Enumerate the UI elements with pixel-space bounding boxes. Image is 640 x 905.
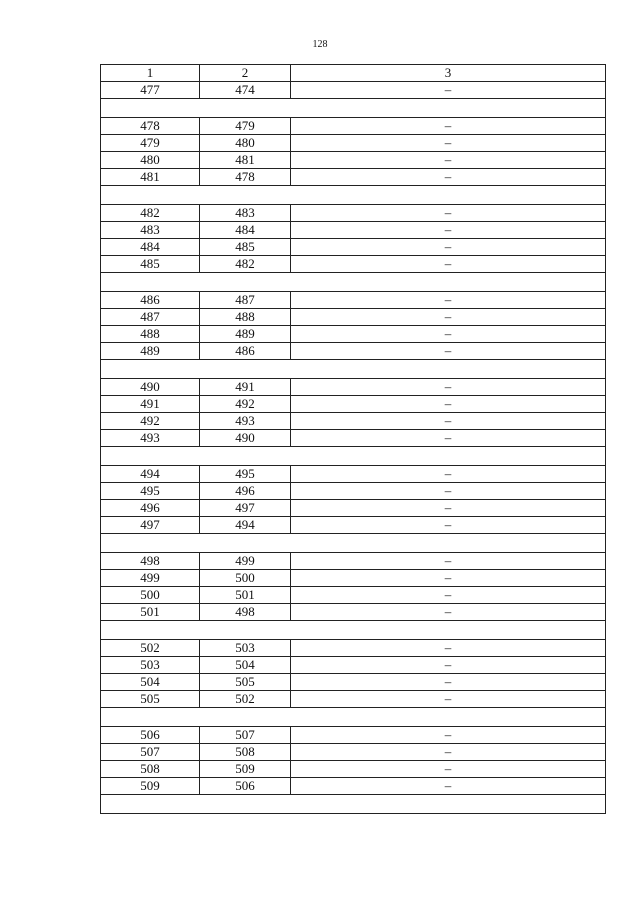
table-row (101, 691, 606, 708)
table-row (101, 517, 606, 534)
table-cell: 494 (101, 466, 200, 483)
table-cell: 487 (200, 292, 291, 309)
table-cell: 479 (101, 135, 200, 152)
table-cell: 489 (200, 326, 291, 343)
table-cell: – (291, 761, 606, 778)
separator-cell (101, 534, 606, 553)
table-cell: 484 (200, 222, 291, 239)
table-cell: – (291, 205, 606, 222)
table-cell: 495 (101, 483, 200, 500)
header-cell: 1 (101, 65, 200, 82)
table-row (101, 604, 606, 621)
table-cell: 497 (200, 500, 291, 517)
table-cell: 495 (200, 466, 291, 483)
table-cell: 488 (101, 326, 200, 343)
table-row (101, 657, 606, 674)
table-row (101, 152, 606, 169)
table-cell: 504 (101, 674, 200, 691)
table-cell: – (291, 604, 606, 621)
table-cell: – (291, 343, 606, 360)
table-row (101, 500, 606, 517)
table-cell: 487 (101, 309, 200, 326)
table-cell: 498 (101, 553, 200, 570)
table-row (101, 256, 606, 273)
table-row (101, 118, 606, 135)
table-row (101, 343, 606, 360)
table-cell: 492 (200, 396, 291, 413)
table-row (101, 205, 606, 222)
table-cell: – (291, 256, 606, 273)
table-cell: 507 (101, 744, 200, 761)
table-cell: 499 (101, 570, 200, 587)
table-row (101, 413, 606, 430)
table-cell: 506 (200, 778, 291, 795)
table-cell: 474 (200, 82, 291, 99)
table-cell: – (291, 744, 606, 761)
table-cell: 478 (101, 118, 200, 135)
table-row (101, 744, 606, 761)
table-cell: – (291, 118, 606, 135)
table-cell: 492 (101, 413, 200, 430)
separator-row (101, 186, 606, 205)
table-cell: 478 (200, 169, 291, 186)
table-row (101, 292, 606, 309)
table-cell: 503 (200, 640, 291, 657)
separator-row (101, 795, 606, 814)
table-cell: 501 (200, 587, 291, 604)
separator-row (101, 99, 606, 118)
table-cell: 481 (101, 169, 200, 186)
table-row (101, 727, 606, 744)
table-row (101, 570, 606, 587)
table-cell: 500 (101, 587, 200, 604)
table-cell: 491 (200, 379, 291, 396)
table-cell: 496 (101, 500, 200, 517)
table-cell: – (291, 430, 606, 447)
table-cell: 490 (200, 430, 291, 447)
table-cell: – (291, 326, 606, 343)
separator-cell (101, 621, 606, 640)
table-cell: 508 (101, 761, 200, 778)
table-cell: 477 (101, 82, 200, 99)
table-cell: 480 (101, 152, 200, 169)
separator-cell (101, 708, 606, 727)
separator-cell (101, 273, 606, 292)
table-cell: 483 (200, 205, 291, 222)
table-cell: 486 (101, 292, 200, 309)
table-cell: 484 (101, 239, 200, 256)
separator-cell (101, 186, 606, 205)
table-cell: 491 (101, 396, 200, 413)
table-cell: 500 (200, 570, 291, 587)
header-row (101, 65, 606, 82)
table-row (101, 483, 606, 500)
table-cell: – (291, 239, 606, 256)
table-cell: 483 (101, 222, 200, 239)
table-cell: 508 (200, 744, 291, 761)
table-cell: – (291, 640, 606, 657)
table-cell: 490 (101, 379, 200, 396)
table-row (101, 587, 606, 604)
table-cell: 485 (101, 256, 200, 273)
table-cell: – (291, 222, 606, 239)
table-row (101, 82, 606, 99)
table-cell: – (291, 517, 606, 534)
table-row (101, 674, 606, 691)
table-cell: 501 (101, 604, 200, 621)
table-row (101, 761, 606, 778)
table-cell: 509 (200, 761, 291, 778)
table-cell: – (291, 379, 606, 396)
table-cell: – (291, 674, 606, 691)
table-cell: – (291, 587, 606, 604)
table-cell: – (291, 657, 606, 674)
table-cell: 493 (200, 413, 291, 430)
table-cell: 504 (200, 657, 291, 674)
table-cell: 481 (200, 152, 291, 169)
table-cell: – (291, 570, 606, 587)
table-cell: 507 (200, 727, 291, 744)
table-cell: – (291, 727, 606, 744)
table-cell: – (291, 82, 606, 99)
table-cell: 486 (200, 343, 291, 360)
table-row (101, 430, 606, 447)
table-row (101, 553, 606, 570)
table-cell: – (291, 396, 606, 413)
table-row (101, 379, 606, 396)
table-cell: 502 (200, 691, 291, 708)
table-cell: 489 (101, 343, 200, 360)
table-cell: – (291, 309, 606, 326)
table-cell: – (291, 778, 606, 795)
table-row (101, 169, 606, 186)
table-cell: 480 (200, 135, 291, 152)
table-row (101, 396, 606, 413)
table-cell: 485 (200, 239, 291, 256)
separator-row (101, 360, 606, 379)
table-cell: – (291, 466, 606, 483)
table-cell: 479 (200, 118, 291, 135)
table-row (101, 309, 606, 326)
table-cell: 498 (200, 604, 291, 621)
table-body (101, 65, 606, 814)
table-cell: – (291, 413, 606, 430)
separator-cell (101, 795, 606, 814)
table-cell: 509 (101, 778, 200, 795)
table-row (101, 326, 606, 343)
table-cell: – (291, 691, 606, 708)
table-cell: 482 (101, 205, 200, 222)
table-cell: 482 (200, 256, 291, 273)
table-cell: – (291, 500, 606, 517)
table-cell: 493 (101, 430, 200, 447)
table-cell: 502 (101, 640, 200, 657)
separator-row (101, 273, 606, 292)
header-cell: 2 (200, 65, 291, 82)
separator-cell (101, 99, 606, 118)
separator-row (101, 447, 606, 466)
table-cell: – (291, 483, 606, 500)
table-cell: 499 (200, 553, 291, 570)
header-cell: 3 (291, 65, 606, 82)
table-cell: 506 (101, 727, 200, 744)
table-cell: – (291, 135, 606, 152)
table-cell: – (291, 553, 606, 570)
separator-row (101, 534, 606, 553)
table-cell: 505 (200, 674, 291, 691)
table-cell: – (291, 152, 606, 169)
table-row (101, 640, 606, 657)
separator-cell (101, 447, 606, 466)
table-cell: – (291, 169, 606, 186)
table-cell: 503 (101, 657, 200, 674)
table-cell: 505 (101, 691, 200, 708)
table-row (101, 239, 606, 256)
table-row (101, 135, 606, 152)
separator-row (101, 708, 606, 727)
separator-row (101, 621, 606, 640)
table-row (101, 778, 606, 795)
table-cell: 496 (200, 483, 291, 500)
table-row (101, 466, 606, 483)
page-number: 128 (312, 39, 328, 50)
table-cell: 497 (101, 517, 200, 534)
table-cell: 494 (200, 517, 291, 534)
table-row (101, 222, 606, 239)
data-table (100, 64, 606, 814)
separator-cell (101, 360, 606, 379)
table-cell: 488 (200, 309, 291, 326)
table-cell: – (291, 292, 606, 309)
